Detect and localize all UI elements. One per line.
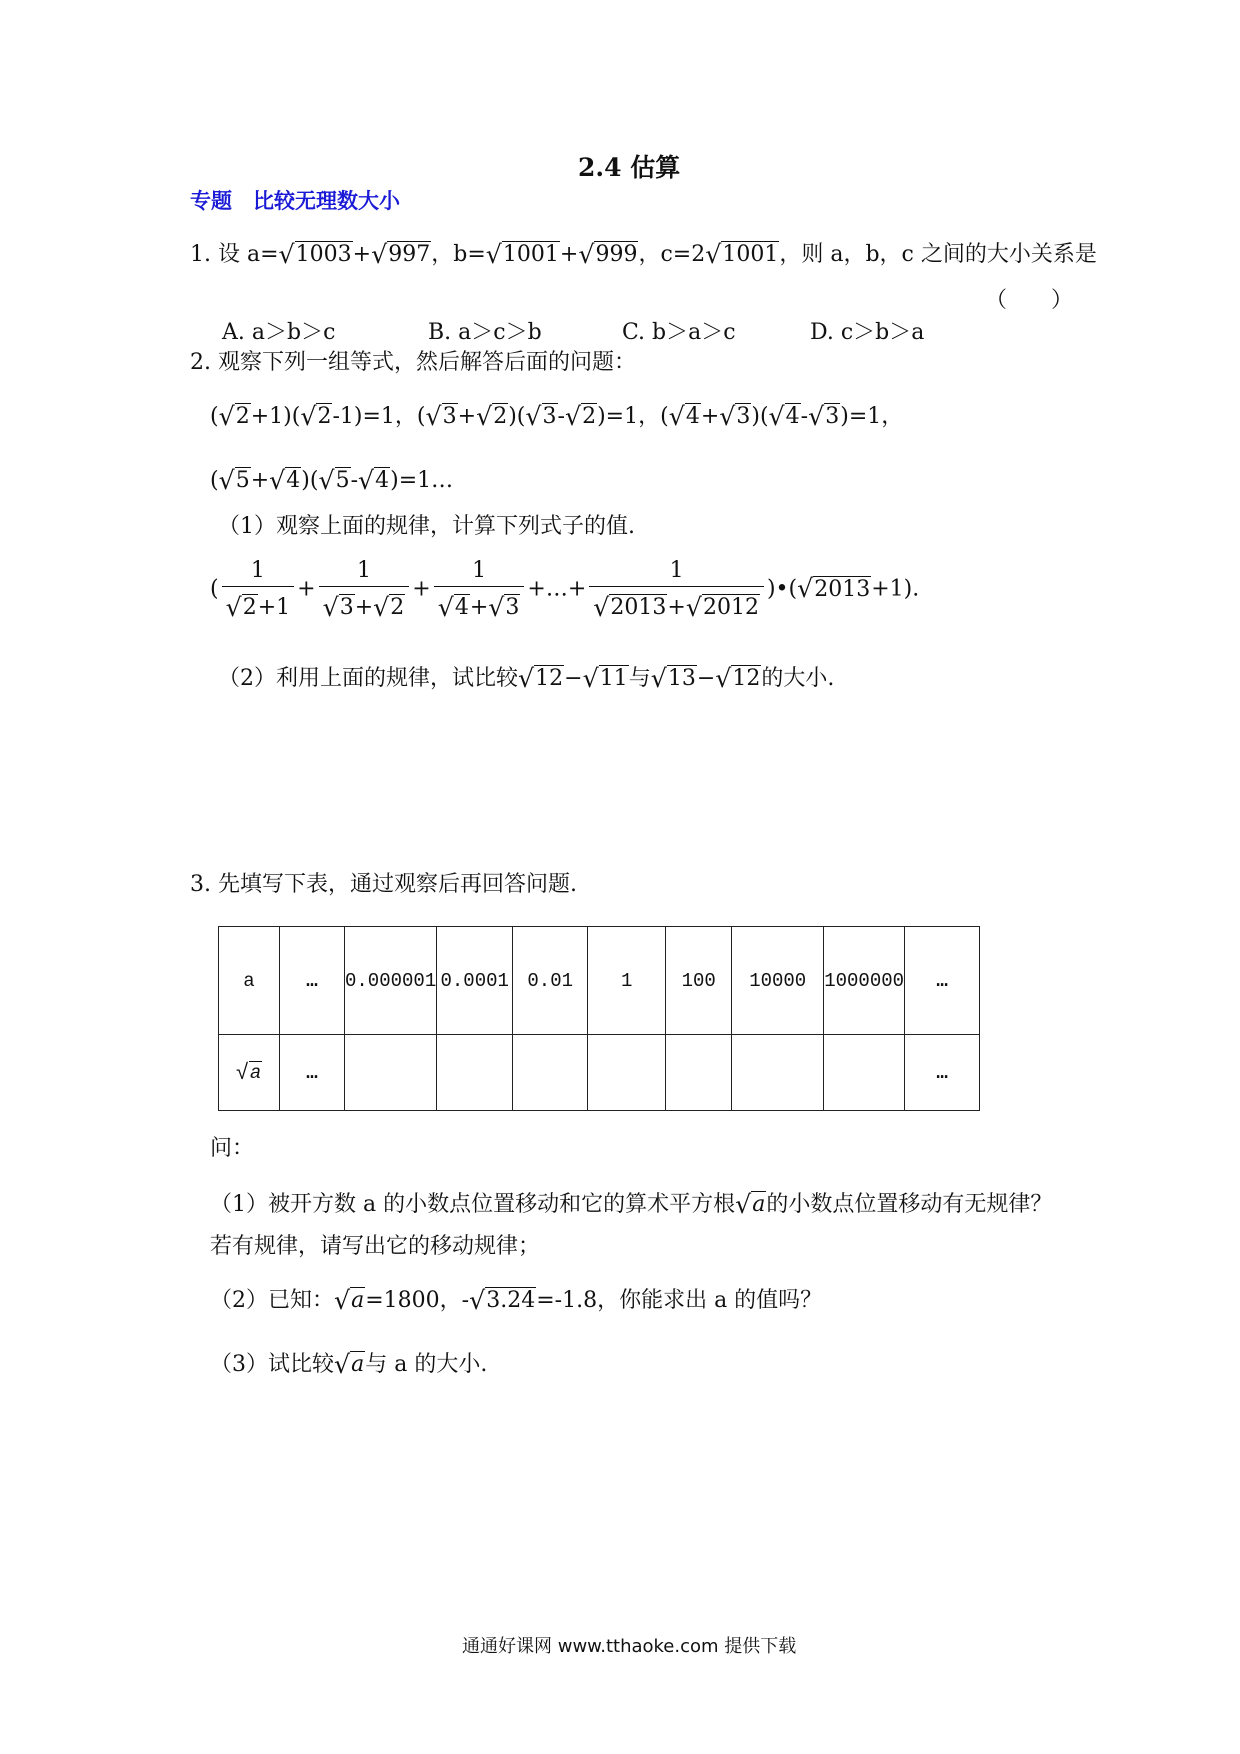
q3-intro-text: 先填写下表，通过观察后再回答问题. <box>218 872 577 897</box>
page-title: 2.4 估算 <box>578 153 681 182</box>
table-cell: a <box>219 927 280 1035</box>
option-c: C. b＞a＞c <box>622 320 736 345</box>
table-cell: 0.000001 <box>345 927 437 1035</box>
table-cell-empty[interactable] <box>732 1035 824 1111</box>
table-cell: … <box>905 927 980 1035</box>
sqrt-1001-c: √1001 <box>705 239 779 269</box>
table-cell-empty[interactable] <box>666 1035 732 1111</box>
footer-text: 通通好课网 www.tthaoke.com 提供下载 <box>462 1636 797 1657</box>
sqrt-1001: √1001 <box>485 239 559 269</box>
sqrt-999: √999 <box>578 239 638 269</box>
question-2-intro <box>190 352 636 374</box>
q2-sub1: （1）观察上面的规律，计算下列式子的值. <box>218 514 635 539</box>
table-cell-empty[interactable] <box>513 1035 588 1111</box>
table-cell: 10000 <box>732 927 824 1035</box>
q3-number: 3. <box>190 872 211 897</box>
table-cell-empty[interactable] <box>588 1035 666 1111</box>
q1-text-d: ，则 a，b，c 之间的大小关系是 <box>779 242 1097 267</box>
q3-sub2: （2）已知：√a=1800，-√3.24=-1.8，你能求出 a 的值吗？ <box>210 1285 823 1315</box>
table-cell: 0.0001 <box>437 927 513 1035</box>
table-cell-empty[interactable] <box>824 1035 905 1111</box>
q3-sub3: （3）试比较√a与 a 的大小. <box>210 1349 488 1379</box>
answer-blank: （ ） <box>985 288 1074 313</box>
table-cell: … <box>280 1035 345 1111</box>
q2-sub2: （2）利用上面的规律，试比较√12−√11与√13−√12的大小. <box>218 663 835 693</box>
sqrt-1003: √1003 <box>278 239 352 269</box>
table-row <box>219 1035 980 1111</box>
data-table <box>218 926 980 1111</box>
table-cell: 100 <box>666 927 732 1035</box>
table-cell: … <box>905 1035 980 1111</box>
ask-label: 问： <box>210 1136 255 1161</box>
q1-text-a: 设 a= <box>218 242 279 267</box>
question-3-intro <box>190 874 577 896</box>
option-b: B. a＞c＞b <box>428 320 542 345</box>
q3-sub1: （1）被开方数 a 的小数点位置移动和它的算术平方根√a的小数点位置移动有无规律？ <box>210 1189 1053 1219</box>
table-cell: 1000000 <box>824 927 905 1035</box>
table-cell-empty[interactable] <box>437 1035 513 1111</box>
sqrt-997: √997 <box>371 239 431 269</box>
q2-intro-text: 观察下列一组等式，然后解答后面的问题： <box>218 350 637 375</box>
option-a: A. a＞b＞c <box>222 320 336 345</box>
question-1: 1. 设 a=√1003+√997，b=√1001+√999，c=2√1001，则 a，b，c 之间的大小关系是 <box>190 239 1097 269</box>
table-cell-sqrt-a: √a <box>219 1035 280 1111</box>
q1-number: 1. <box>190 242 211 267</box>
option-d: D. c＞b＞a <box>810 320 925 345</box>
table-cell: 1 <box>588 927 666 1035</box>
table-cell-empty[interactable] <box>345 1035 437 1111</box>
q1-text-b: ，b= <box>431 242 486 267</box>
q3-sub1-cont: 若有规律，请写出它的移动规律； <box>210 1234 541 1259</box>
q1-text-c: ，c=2 <box>638 242 706 267</box>
topic-heading: 专题 比较无理数大小 <box>190 188 400 213</box>
sum-expression: ( $\frac{1}{√2+1}$ + $\frac{1}{√3+√2}$ + $\frac{1}{√4+√3}$ +…+ $\frac{1}{√2013+√2012}$ )•(√2013+1). <box>210 558 920 622</box>
table-cell: … <box>280 927 345 1035</box>
table-row <box>219 927 980 1035</box>
q2-number: 2. <box>190 350 211 375</box>
equation-line-2: (√5+√4)(√5-√4)=1… <box>210 465 454 495</box>
equation-line-1: (√2+1)(√2-1)=1，(√3+√2)(√3-√2)=1，(√4+√3)(√4-√3)=1， <box>210 401 904 431</box>
table-cell: 0.01 <box>513 927 588 1035</box>
